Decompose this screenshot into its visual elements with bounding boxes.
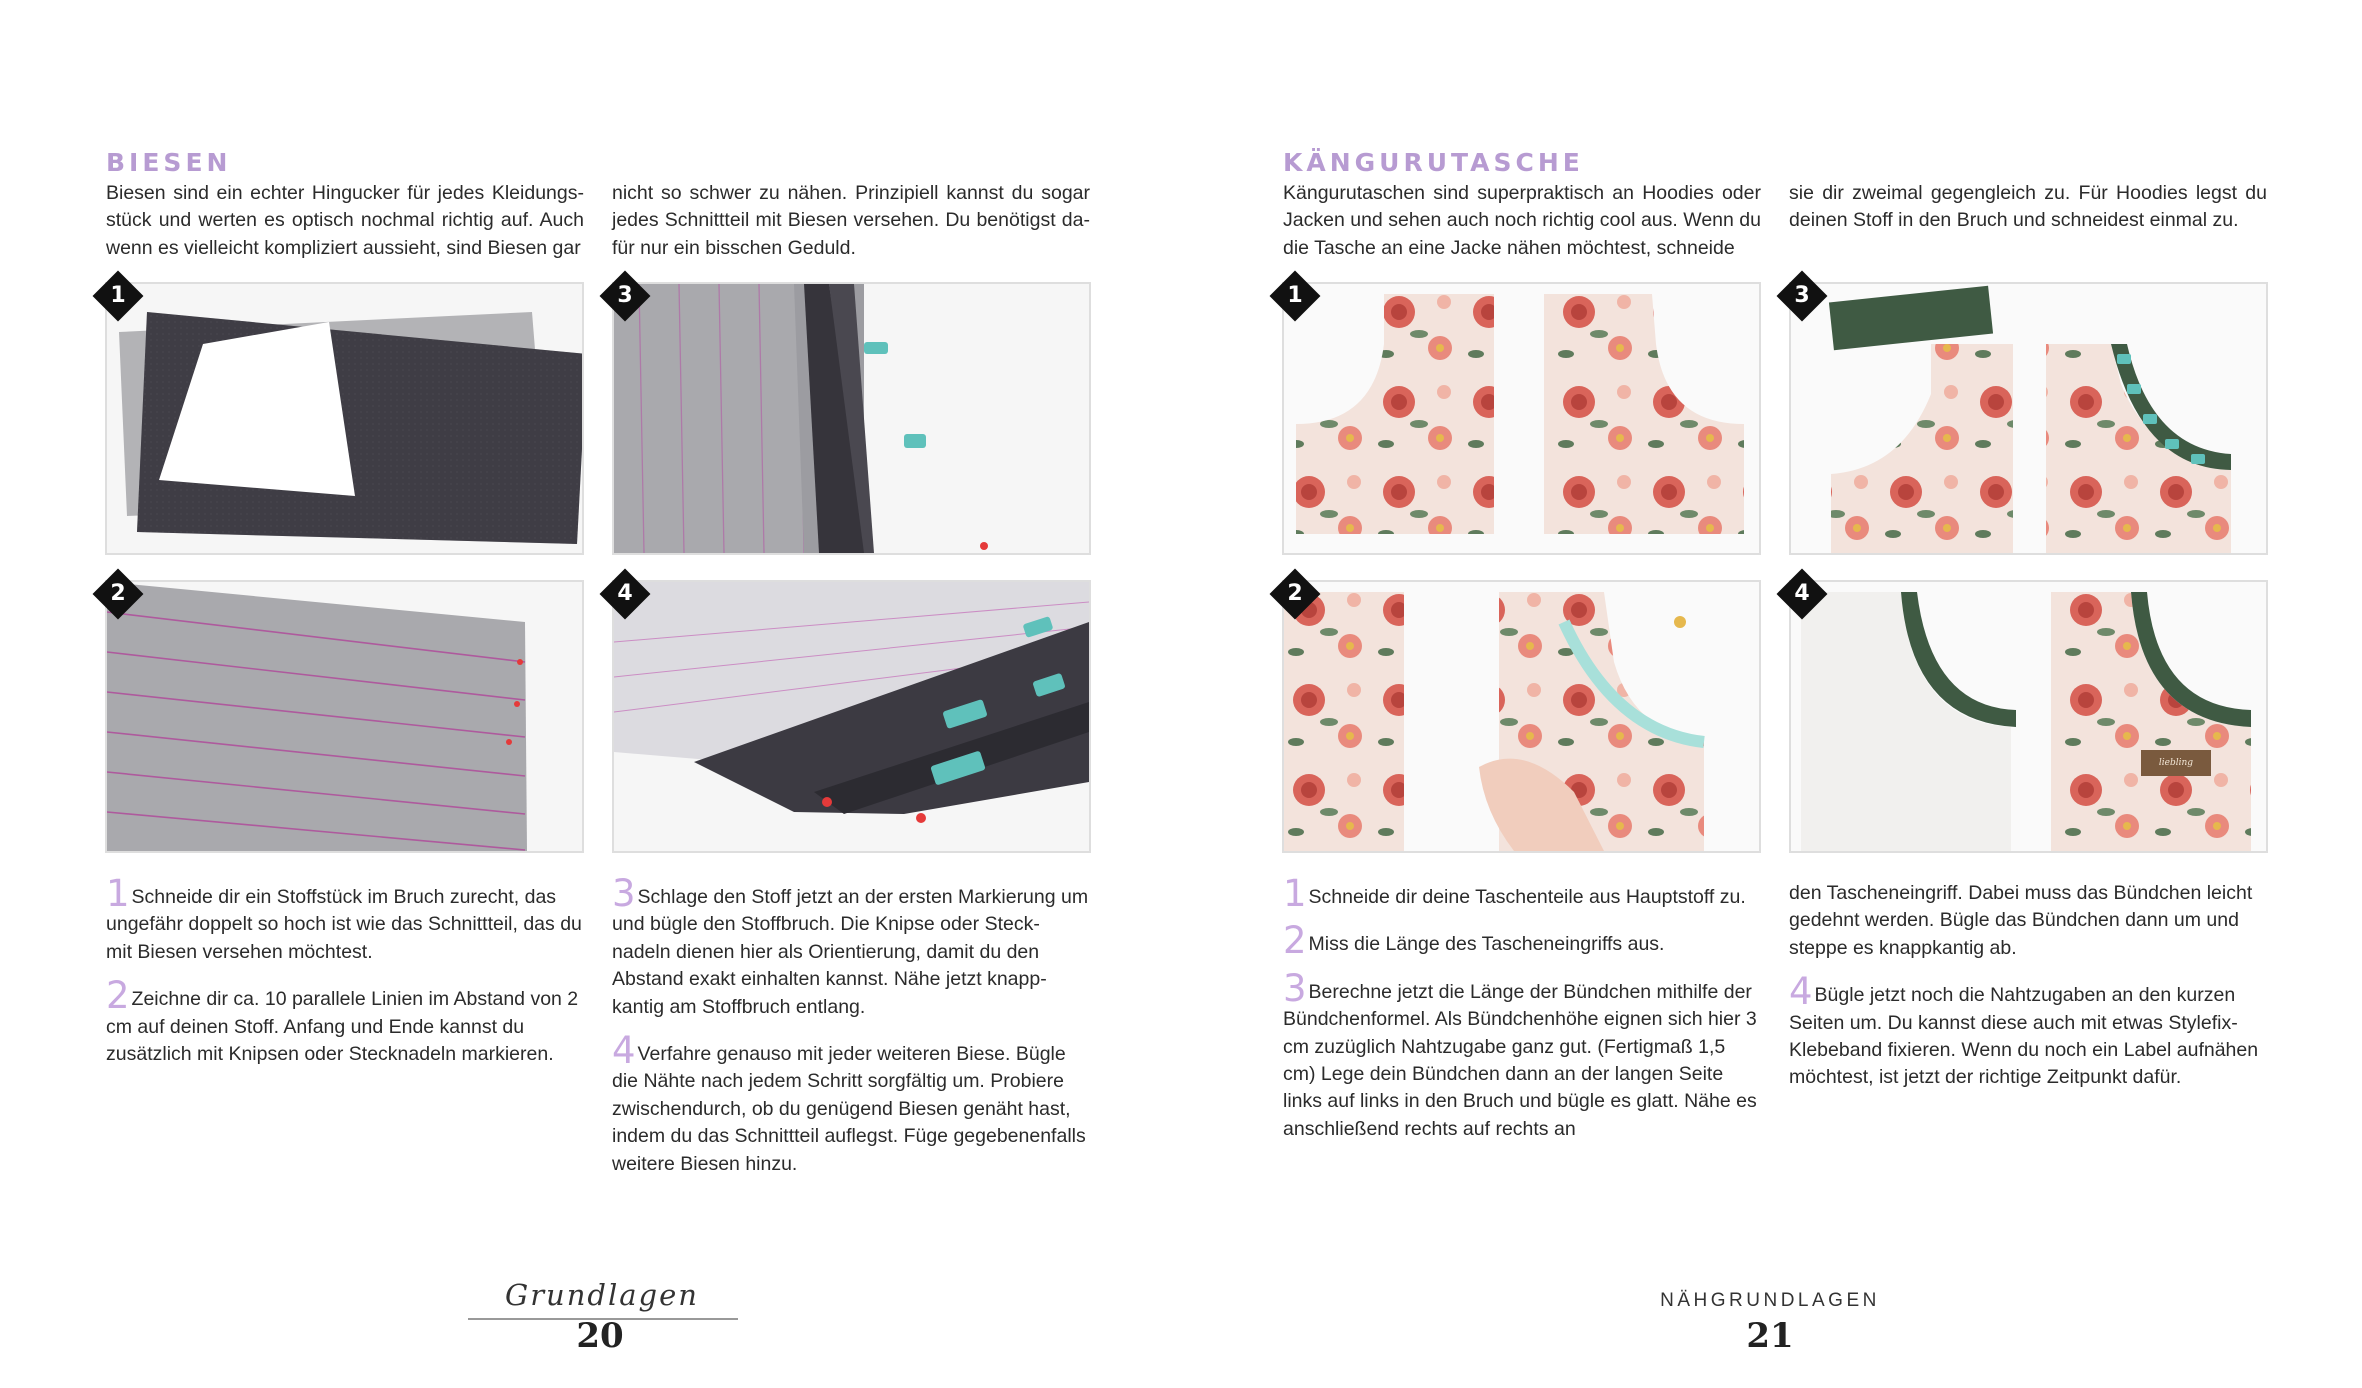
step-text: Miss die Länge des Tascheneingriffs aus. [1308,933,1665,956]
right-photo-3 [1789,282,2268,555]
step-text: Berechne jetzt die Länge der Bündchen mithilfe der Bündchenformel. Als Bündchenhöhe eignen sich hier 3 cm zuzüglich Nahtzugabe ganz gut. (Fertigmaß 1,5 cm) Lege dein Bündchen dann an der langen Seite links auf links in den Bruch und bügle es glatt. Nähe es anschließend rechts auf rechts an [1283,980,1757,1140]
right-photo-2 [1282,580,1761,853]
step-number: 3 [612,872,636,915]
badge-number: 4 [1794,581,1810,606]
badge-number: 4 [617,581,633,606]
finished-pocket-with-label-image [1791,582,2266,851]
badge-number: 1 [110,283,126,308]
step-item [1283,919,1761,963]
right-steps-col2 [1789,880,2267,1108]
pocket-label: liebling [2158,758,2194,768]
step-item [1283,872,1761,915]
step-item [1789,970,2267,1092]
left-intro-col2: nicht so schwer zu nähen. Prinzipiell kannst du sogar jedes Schnittteil mit Biesen versehen. Du benötigst dafür nur ein bisschen Geduld. [612,182,1090,259]
step-text: Zeichne dir ca. 10 parallele Linien im Abstand von 2 cm auf deinen Stoff. Anfang und Ende kannst du zusätzlich mit Knipsen oder Stecknadeln markieren. [106,988,579,1066]
pintucks-with-clips-image [614,582,1089,851]
left-photo-1 [105,282,584,555]
step-item [612,872,1090,1021]
right-intro-col2: sie dir zweimal gegengleich zu. Für Hoodies legst du deinen Stoff in den Bruch und schneidest einmal zu. [1789,182,2267,232]
badge-number: 3 [617,283,633,308]
fabric-fold-with-clips-image [614,284,1089,553]
step-item [612,1029,1090,1178]
step-number: 4 [1789,970,1813,1014]
left-page-number: 20 [576,1316,624,1356]
step-text: Verfahre genauso mit jeder weiteren Biese. Bügle die Nähte nach jedem Schritt sorgfältig um. Probiere zwischendurch, ob du genügend Biesen genäht hast, indem du das Schnittteil auflegst. Füge gegebenenfalls weitere Biesen hinzu. [612,1043,1086,1175]
marked-parallel-lines-image [107,582,582,851]
step-text: Bügle jetzt noch die Nahtzugaben an den kurzen Seiten um. Du kannst diese auch mit etwas Stylefix-Klebeband fixieren. Wenn du noch ein Label aufnähen möchtest, ist jetzt der richtige Zeitpunkt dafür. [1789,984,2259,1089]
left-steps-col2 [612,872,1090,1194]
right-footer-title: NÄHGRUNDLAGEN [1660,1290,1880,1311]
step-number: 2 [106,974,130,1018]
left-photo-2 [105,580,584,853]
left-photo-3 [612,282,1091,555]
step-text: den Tascheneingriff. Dabei muss das Bündchen leicht gedehnt werden. Bügle das Bündchen dann um und steppe es knappkantig ab. [1789,882,2253,959]
step-number: 2 [1283,919,1307,963]
left-intro-col1: Biesen sind ein echter Hingucker für jedes Kleidungsstück und werten es optisch nochmal richtig auf. Auch wenn es vielleicht kompliziert aussieht, sind Biesen gar [106,182,584,259]
step-text: Schlage den Stoff jetzt an der ersten Markierung um und bügle den Stoffbruch. Die Knipse oder Stecknadeln dienen hier als Orientierung, damit du den Abstand exakt einhalten kannst. Nähe jetzt knappkantig am Stoffbruch entlang. [612,886,1089,1018]
badge-number: 1 [1287,283,1303,308]
badge-number: 2 [110,581,126,606]
measuring-pocket-opening-image [1284,582,1759,851]
right-photo-4 [1789,580,2268,853]
left-steps-col1 [106,872,584,1084]
right-heading: KÄNGURUTASCHE [1283,148,1584,177]
floral-pocket-pieces-image [1284,284,1759,553]
step-item [106,872,584,966]
right-page-number: 21 [1746,1316,1794,1356]
grey-fabric-with-paper-pattern-image [107,284,582,553]
step-text: Schneide dir ein Stoffstück im Bruch zurecht, das ungefähr doppelt so hoch ist wie das Schnittteil, das du mit Biesen versehen möchtest. [106,886,582,963]
step-text: Schneide dir deine Taschenteile aus Hauptstoff zu. [1308,886,1746,908]
right-steps-col1 [1283,872,1761,1159]
step-number: 4 [612,1029,636,1073]
right-photo-1 [1282,282,1761,555]
step-number: 3 [1283,966,1307,1010]
left-heading: BIESEN [106,148,232,177]
step-item [106,974,584,1068]
step-item [1283,966,1761,1143]
right-intro-col1: Kängurutaschen sind superpraktisch an Hoodies oder Jacken und sehen auch noch richtig cool aus. Wenn du die Tasche an eine Jacke nähen möchtest, schneide [1283,182,1761,259]
left-footer-script: Grundlagen [505,1278,699,1312]
step-number: 1 [1283,872,1307,915]
badge-number: 3 [1794,283,1810,308]
left-photo-4 [612,580,1091,853]
badge-number: 2 [1287,581,1303,606]
cuff-pinned-to-pocket-image [1791,284,2266,553]
step-number: 1 [106,872,130,915]
step-item [1789,880,2267,962]
